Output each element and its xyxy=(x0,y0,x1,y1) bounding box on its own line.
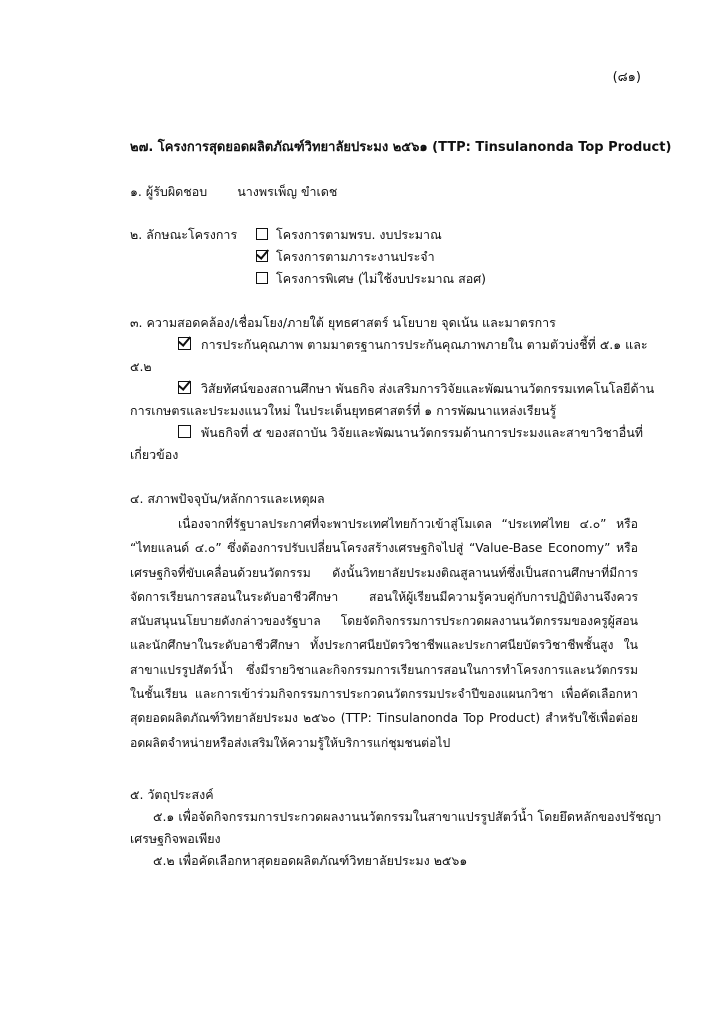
checkbox-unchecked-icon xyxy=(256,228,268,240)
option-label: โครงการตามภาระงานประจำ xyxy=(276,249,435,264)
project-title: ๒๗. โครงการสุดยอดผลิตภัณฑ์วิทยาลัยประมง ๒๕๖๑ (TTP: Tinsulanonda Top Product) xyxy=(130,140,672,155)
alignment-heading: ๓. ความสอดคล้อง/เชื่อมโยง/ภายใต้ ยุทธศาสตร์ นโยบาย จุดเน้น และมาตรการ xyxy=(130,315,556,330)
alignment-item-3-line-1 xyxy=(178,424,643,442)
project-type-label: ๒. ลักษณะโครงการ xyxy=(130,227,238,242)
checkbox-checked-icon xyxy=(178,381,191,394)
objective-1-line-1: ๕.๑ เพื่อจัดกิจกรรมการประกวดผลงานนวัตกรรมในสาขาแปรรูปสัตว์น้ำ โดยยึดหลักของปรัชญา xyxy=(153,809,662,824)
responsible-row xyxy=(130,183,337,201)
checkbox-checked-icon xyxy=(178,337,191,350)
alignment-item-text: การประกันคุณภาพ ตามมาตรฐานการประกันคุณภาพภายใน ตามตัวบ่งชี้ที่ ๕.๑ และ xyxy=(201,337,648,352)
alignment-item-1-line-1 xyxy=(178,336,648,354)
rationale-paragraph: เนื่องจากที่รัฐบาลประกาศที่จะพาประเทศไทยก้าวเข้าสู่โมเดล “ประเทศไทย ๔.๐” หรือ “ไทยแลนด์ ๔.๐” ซึ่งต้องการปรับเปลี่ยนโครงสร้างเศรษฐกิจไปสู่ “Value-Base Economy” หรือเศรษฐกิจที่ขับเคลื่อนด้วยนวัตกรรม ดังนั้นวิทยาลัยประมงติณสูลานนท์ซึ่งเป็นสถานศึกษาที่มีการจัดการเรียนการสอนในระดับอาชีวศึกษา สอนให้ผู้เรียนมีความรู้ควบคู่กับการปฏิบัติงานจึงควรสนับสนุนนโยบายดังกล่าวของรัฐบาล โดยจัดกิจกรรมการประกวดผลงานนวัตกรรมของครูผู้สอนและนักศึกษาในระดับอาชีวศึกษา ทั้งประกาศนียบัตรวิชาชีพและประกาศนียบัตรวิชาชีพชั้นสูง ในสาขาแปรรูปสัตว์น้ำ ซึ่งมีรายวิชาและกิจกรรมการเรียนการสอนในการทำโครงการและนวัตกรรมในชั้นเรียน และการเข้าร่วมกิจกรรมการประกวดนวัตกรรมประจำปีของแผนกวิชา เพื่อคัดเลือกหาสุดยอดผลิตภัณฑ์วิทยาลัยประมง ๒๕๖๐ (TTP: Tinsulanonda Top Product) สำหรับใช้เพื่อต่อยอดผลิตจำหน่ายหรือส่งเสริมให้ความรู้ให้บริการแก่ชุมชนต่อไป xyxy=(130,517,638,750)
checkbox-unchecked-icon xyxy=(178,425,191,438)
option-label: โครงการพิเศษ (ไม่ใช้งบประมาณ สอศ) xyxy=(276,271,487,286)
alignment-item-text: วิสัยทัศน์ของสถานศึกษา พันธกิจ ส่งเสริมการวิจัยและพัฒนานวัตกรรมเทคโนโลยีด้าน xyxy=(201,381,655,396)
alignment-item-3-line-2: เกี่ยวข้อง xyxy=(130,447,179,462)
project-type-option-2 xyxy=(256,248,435,266)
checkbox-unchecked-icon xyxy=(256,272,268,284)
objectives-heading: ๕. วัตถุประสงค์ xyxy=(130,787,214,802)
objective-2: ๕.๒ เพื่อคัดเลือกหาสุดยอดผลิตภัณฑ์วิทยาลัยประมง ๒๕๖๑ xyxy=(153,853,468,868)
project-type-option-1 xyxy=(256,226,442,244)
responsible-label: ๑. ผู้รับผิดชอบ xyxy=(130,184,208,199)
option-label: โครงการตามพรบ. งบประมาณ xyxy=(276,227,442,242)
responsible-person: นางพรเพ็ญ ขำเดช xyxy=(237,184,338,199)
page-number: (๘๑) xyxy=(612,70,641,85)
project-type-option-3 xyxy=(256,270,486,288)
objective-1-line-2: เศรษฐกิจพอเพียง xyxy=(130,831,221,846)
alignment-item-text: พันธกิจที่ ๕ ของสถาบัน วิจัยและพัฒนานวัตกรรมด้านการประมงและสาขาวิชาอื่นที่ xyxy=(201,425,644,440)
alignment-item-1-line-2: ๕.๒ xyxy=(130,359,152,374)
checkbox-checked-icon xyxy=(256,250,268,262)
alignment-item-2-line-2: การเกษตรและประมงแนวใหม่ ในประเด็นยุทธศาสตร์ที่ ๑ การพัฒนาแหล่งเรียนรู้ xyxy=(130,403,557,418)
rationale-heading: ๔. สภาพปัจจุบัน/หลักการและเหตุผล xyxy=(130,491,325,506)
alignment-item-2-line-1 xyxy=(178,380,654,398)
